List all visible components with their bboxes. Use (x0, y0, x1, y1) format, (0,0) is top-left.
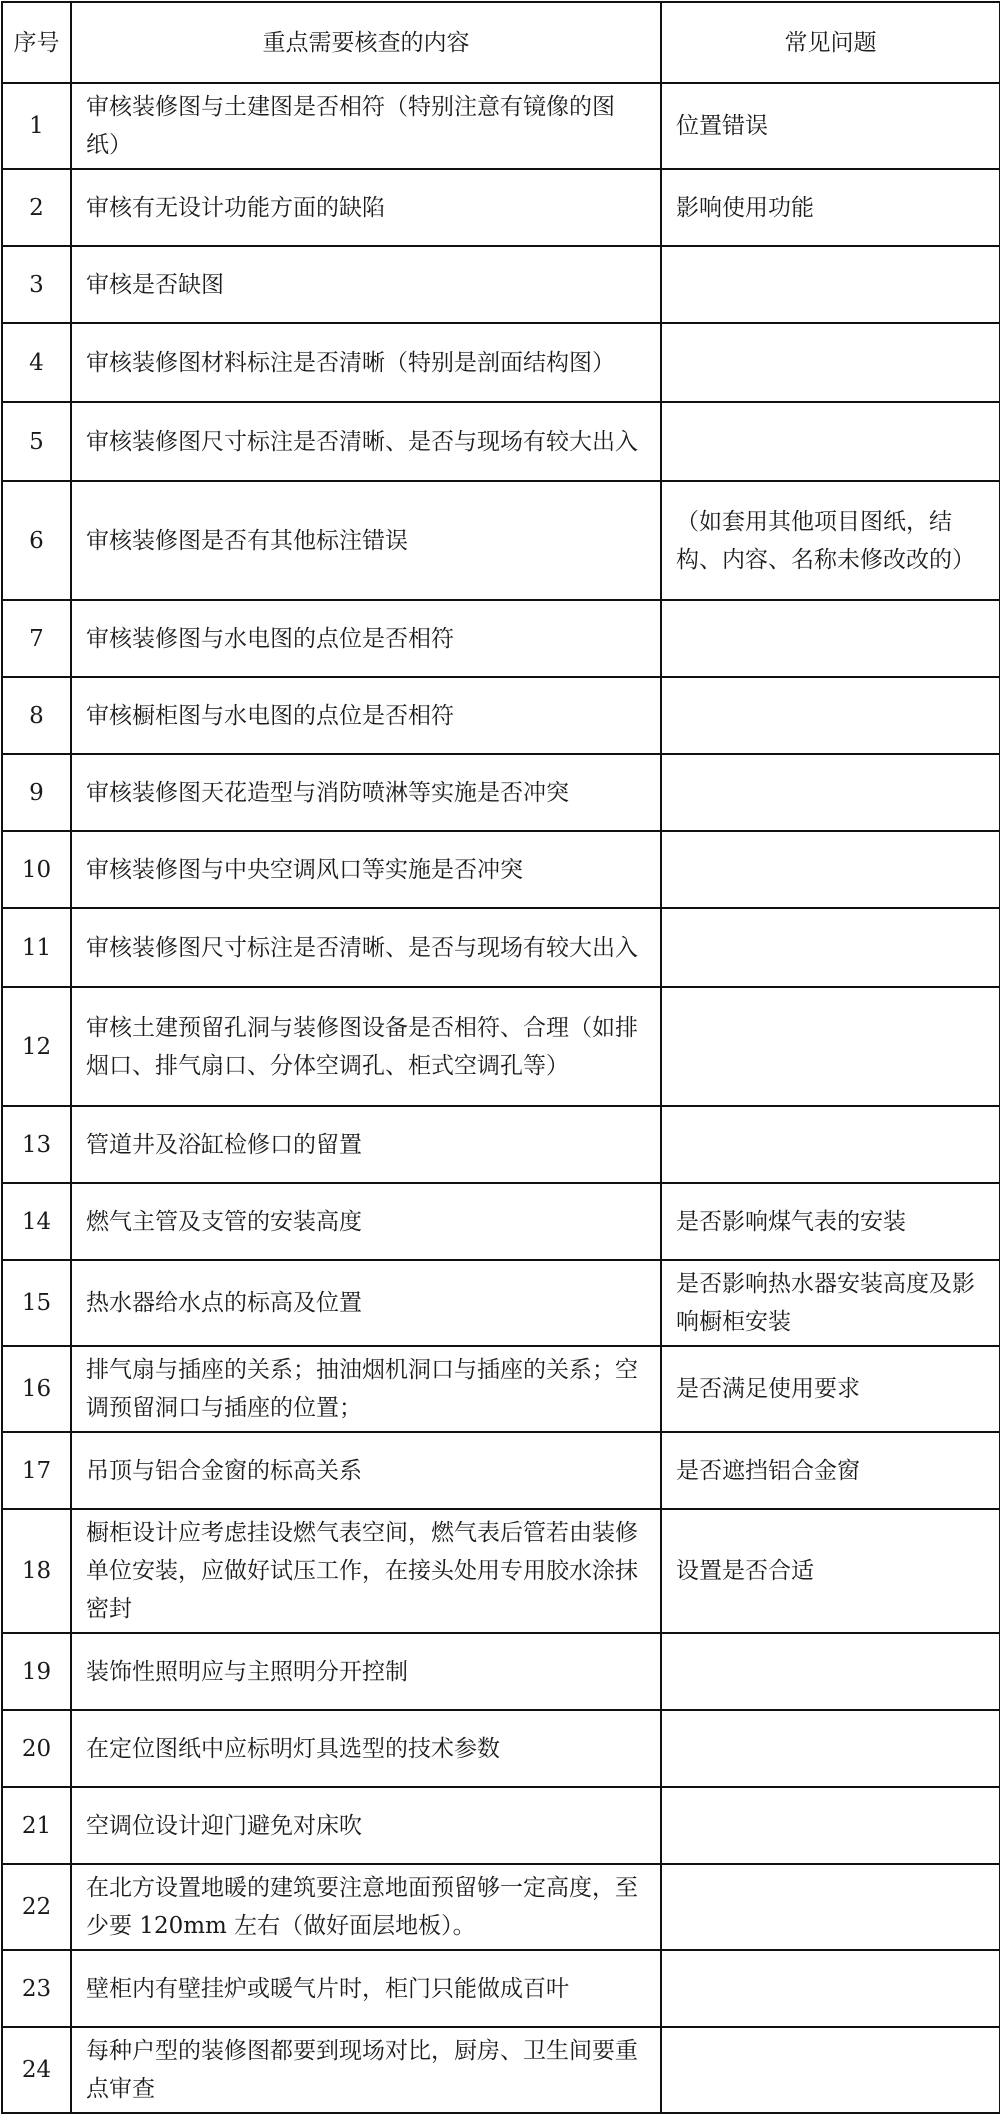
header-row (2, 2, 1000, 83)
row-number: 17 (2, 1432, 71, 1509)
row-content: 审核有无设计功能方面的缺陷 (71, 169, 661, 246)
row-issue (661, 2027, 1000, 2113)
row-issue (661, 1633, 1000, 1710)
table-row (2, 1787, 1000, 1864)
row-issue: 是否满足使用要求 (661, 1346, 1000, 1432)
row-number: 1 (2, 83, 71, 169)
table-row (2, 1346, 1000, 1432)
row-number: 6 (2, 481, 71, 600)
row-number: 21 (2, 1787, 71, 1864)
row-content: 管道井及浴缸检修口的留置 (71, 1106, 661, 1183)
row-content: 审核装修图尺寸标注是否清晰、是否与现场有较大出入 (71, 402, 661, 481)
row-number: 11 (2, 908, 71, 987)
row-number: 15 (2, 1260, 71, 1346)
table-row (2, 754, 1000, 831)
table-body (2, 83, 1000, 2113)
row-number: 22 (2, 1864, 71, 1950)
table-row (2, 1260, 1000, 1346)
table-row (2, 2027, 1000, 2113)
row-issue: 是否遮挡铝合金窗 (661, 1432, 1000, 1509)
row-issue (661, 1106, 1000, 1183)
row-number: 12 (2, 987, 71, 1106)
row-issue (661, 831, 1000, 908)
row-issue (661, 754, 1000, 831)
row-number: 7 (2, 600, 71, 677)
row-issue: 是否影响煤气表的安装 (661, 1183, 1000, 1260)
row-number: 4 (2, 323, 71, 402)
row-issue (661, 402, 1000, 481)
table-row (2, 1509, 1000, 1633)
row-content: 空调位设计迎门避免对床吹 (71, 1787, 661, 1864)
row-issue: 影响使用功能 (661, 169, 1000, 246)
header-number: 序号 (2, 2, 71, 83)
table-row (2, 169, 1000, 246)
review-checklist-table (1, 1, 1000, 2114)
table-row (2, 1633, 1000, 1710)
row-content: 每种户型的装修图都要到现场对比，厨房、卫生间要重点审查 (71, 2027, 661, 2113)
row-issue: 设置是否合适 (661, 1509, 1000, 1633)
row-issue (661, 1787, 1000, 1864)
row-content: 审核装修图与水电图的点位是否相符 (71, 600, 661, 677)
row-content: 在定位图纸中应标明灯具选型的技术参数 (71, 1710, 661, 1787)
table-row (2, 831, 1000, 908)
table-row (2, 481, 1000, 600)
row-content: 壁柜内有壁挂炉或暖气片时，柜门只能做成百叶 (71, 1950, 661, 2027)
row-issue (661, 600, 1000, 677)
row-number: 14 (2, 1183, 71, 1260)
row-number: 3 (2, 246, 71, 323)
row-issue (661, 1864, 1000, 1950)
row-issue (661, 677, 1000, 754)
table-row (2, 1183, 1000, 1260)
row-content: 排气扇与插座的关系；抽油烟机洞口与插座的关系；空调预留洞口与插座的位置； (71, 1346, 661, 1432)
row-content: 审核是否缺图 (71, 246, 661, 323)
row-content: 燃气主管及支管的安装高度 (71, 1183, 661, 1260)
row-issue: （如套用其他项目图纸，结构、内容、名称未修改改的） (661, 481, 1000, 600)
row-issue: 是否影响热水器安装高度及影响橱柜安装 (661, 1260, 1000, 1346)
row-content: 橱柜设计应考虑挂设燃气表空间，燃气表后管若由装修单位安装，应做好试压工作，在接头处用专用胶水涂抹密封 (71, 1509, 661, 1633)
table-row (2, 1432, 1000, 1509)
row-number: 8 (2, 677, 71, 754)
table-row (2, 1864, 1000, 1950)
table-row (2, 1950, 1000, 2027)
row-number: 13 (2, 1106, 71, 1183)
table-row (2, 1710, 1000, 1787)
row-issue (661, 323, 1000, 402)
row-content: 审核装修图与土建图是否相符（特别注意有镜像的图纸） (71, 83, 661, 169)
row-number: 20 (2, 1710, 71, 1787)
row-issue (661, 1710, 1000, 1787)
table-row (2, 83, 1000, 169)
header-content: 重点需要核查的内容 (71, 2, 661, 83)
row-content: 审核装修图是否有其他标注错误 (71, 481, 661, 600)
row-issue: 位置错误 (661, 83, 1000, 169)
table-row (2, 246, 1000, 323)
row-number: 18 (2, 1509, 71, 1633)
table-row (2, 1106, 1000, 1183)
row-number: 10 (2, 831, 71, 908)
row-content: 热水器给水点的标高及位置 (71, 1260, 661, 1346)
row-number: 19 (2, 1633, 71, 1710)
row-content: 审核橱柜图与水电图的点位是否相符 (71, 677, 661, 754)
row-number: 23 (2, 1950, 71, 2027)
table-row (2, 677, 1000, 754)
row-content: 审核土建预留孔洞与装修图设备是否相符、合理（如排烟口、排气扇口、分体空调孔、柜式空调孔等） (71, 987, 661, 1106)
row-issue (661, 1950, 1000, 2027)
row-number: 5 (2, 402, 71, 481)
row-content: 审核装修图天花造型与消防喷淋等实施是否冲突 (71, 754, 661, 831)
header-issue: 常见问题 (661, 2, 1000, 83)
row-issue (661, 987, 1000, 1106)
row-content: 审核装修图尺寸标注是否清晰、是否与现场有较大出入 (71, 908, 661, 987)
row-number: 9 (2, 754, 71, 831)
table-row (2, 402, 1000, 481)
row-number: 2 (2, 169, 71, 246)
row-number: 16 (2, 1346, 71, 1432)
table-row (2, 987, 1000, 1106)
table-row (2, 600, 1000, 677)
row-number: 24 (2, 2027, 71, 2113)
row-content: 审核装修图材料标注是否清晰（特别是剖面结构图） (71, 323, 661, 402)
table-row (2, 908, 1000, 987)
row-content: 在北方设置地暖的建筑要注意地面预留够一定高度，至少要 120mm 左右（做好面层地板）。 (71, 1864, 661, 1950)
table-header (2, 2, 1000, 83)
row-issue (661, 908, 1000, 987)
table-row (2, 323, 1000, 402)
row-content: 吊顶与铝合金窗的标高关系 (71, 1432, 661, 1509)
row-content: 审核装修图与中央空调风口等实施是否冲突 (71, 831, 661, 908)
row-content: 装饰性照明应与主照明分开控制 (71, 1633, 661, 1710)
row-issue (661, 246, 1000, 323)
